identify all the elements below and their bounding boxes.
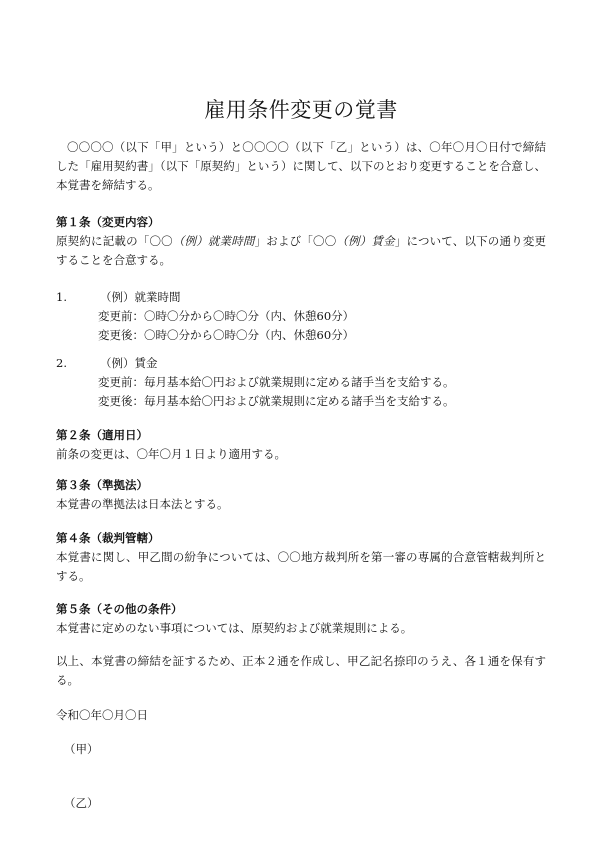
change-item-2-row <box>56 354 546 373</box>
article-5 <box>56 600 546 638</box>
article-2-body: 前条の変更は、〇年〇月１日より適用する。 <box>56 447 286 461</box>
article-5-heading: 第５条（その他の条件） <box>56 602 183 616</box>
article-3 <box>56 476 546 514</box>
signing-date: 令和〇年〇月〇日 <box>56 708 148 722</box>
article-4 <box>56 529 546 586</box>
article-1-heading: 第１条（変更内容） <box>56 215 160 229</box>
change-item-2-after: 変更後：毎月基本給〇円および就業規則に定める諸手当を支給する。 <box>98 394 455 408</box>
change-item-1-number: 1. <box>56 290 67 304</box>
article-1-body-suffix: 」について、以下の通り変更することを合意する。 <box>56 234 547 267</box>
intro-paragraph: 〇〇〇〇（以下「甲」という）と〇〇〇〇（以下「乙」という）は、〇年〇月〇日付で締結した「雇用契約書」（以下「原契約」という）に関して、以下のとおり変更することを合意し、本覚書を締結する。 <box>56 140 546 192</box>
article-4-body: 本覚書に関し、甲乙間の紛争については、〇〇地方裁判所を第一審の専属的合意管轄裁判所とする。 <box>56 550 546 583</box>
article-1-body-example-1: （例）就業時間 <box>172 234 255 248</box>
article-1-body-example-2: （例）賃金 <box>336 234 395 248</box>
article-1-body <box>56 232 546 270</box>
change-item-1 <box>56 288 546 345</box>
closing-paragraph: 以上、本覚書の締結を証するため、正本２通を作成し、甲乙記名捺印のうえ、各１通を保有する。 <box>56 654 546 687</box>
article-3-body: 本覚書の準拠法は日本法とする。 <box>56 497 229 511</box>
party-b-label: （乙） <box>64 796 99 810</box>
change-item-2-label: （例）賃金 <box>100 356 158 370</box>
article-2-heading: 第２条（適用日） <box>56 428 148 442</box>
article-1-body-prefix: 原契約に記載の「〇〇 <box>56 234 173 248</box>
change-item-1-label: （例）就業時間 <box>100 290 181 304</box>
article-4-heading: 第４条（裁判管轄） <box>56 531 160 545</box>
article-3-heading: 第３条（準拠法） <box>56 478 148 492</box>
document-title: 雇用条件変更の覚書 <box>204 98 398 122</box>
change-item-1-row <box>56 288 546 307</box>
change-item-2 <box>56 354 546 411</box>
change-item-1-before: 変更前：〇時〇分から〇時〇分（内、休憩60分） <box>98 309 355 323</box>
article-1-body-mid: 」および「〇〇 <box>254 234 337 248</box>
change-item-2-number: 2. <box>56 356 67 370</box>
article-1 <box>56 213 546 270</box>
article-5-body: 本覚書に定めのない事項については、原契約および就業規則による。 <box>56 621 413 635</box>
change-item-1-after: 変更後：〇時〇分から〇時〇分（内、休憩60分） <box>98 328 355 342</box>
party-a-label: （甲） <box>64 742 99 756</box>
article-2 <box>56 426 546 464</box>
change-item-2-before: 変更前：毎月基本給〇円および就業規則に定める諸手当を支給する。 <box>98 375 455 389</box>
